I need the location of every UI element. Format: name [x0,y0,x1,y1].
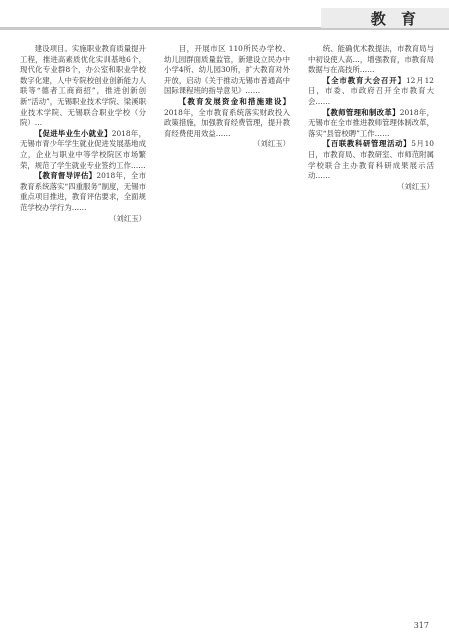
section-heading: 【促进毕业生小就业】 [34,128,112,138]
section-heading: 【全市教育大会召开】 [322,75,406,85]
section-heading: 【百联教科研管理活动】 [322,139,412,149]
paragraph: 【促进毕业生小就业】2018年，无锡市青少年学生就业促进发展基地成立，企业与职业中等学校院区市场繁荣，规范了学生就业专业签约工作…… [20,128,146,170]
column-3 [308,44,434,604]
column-2 [164,44,290,604]
page-header [0,0,449,36]
section-heading: 【教育督导评估】 [34,171,97,181]
paragraph: 目，开展市区 110所民办学校、幼儿园群面质量监管，新建设立民办中小学4所、幼儿园30所，扩大教育对外开放，启动《关于推动无锡市普通高中国际课程班的指导意见》…… [164,44,290,96]
paragraph: 统、能确优术教提法，市教育局与中初设使人高…，增强教育，市教育局数据与在高技所…… [308,44,434,75]
source-credit: （刘红玉） [109,213,146,223]
paragraph: 【教育督导评估】2018年，全市教育系统落实“四重服务”制度，无锡市重点项目推进，教育评估要求，全面规范学校办学行为…… [20,171,146,212]
column-1 [20,44,146,604]
header-title: 教 育 [370,10,421,28]
source-credit: （刘红玉） [253,139,290,149]
paragraph: 【教师管理和制改革】2018年，无锡市在全市推进教师管理体制改革，落实“县管校聘”工作…… [308,107,434,138]
page-number: 317 [413,621,429,630]
article-columns [20,44,434,604]
section-heading: 【教师管理和制改革】 [322,107,400,117]
source-credit: （刘红玉） [397,181,434,191]
paragraph: 【全市教育大会召开】12月12日，市委、市政府召开全市教育大会…… [308,75,434,106]
paragraph: 建设项目。实施职业教育质量提升工程，推进高素质优化实训基地6个，现代化专业群8个，办公室和职业学校数字化建，人中专院校创业创新能力人联等“德者工商商招”，推进创新创新“活动”，无锡职业技术学院、梁溪职业技术学院、无锡联合职业学校（分院）… [20,44,146,128]
paragraph: 【百联教科研管理活动】5月10日，市教育局、市教研室、市师范附属学校联合主办教育科研成果展示活动…… [308,139,434,181]
paragraph: 【教育发展资金和措施建设】2018年，全市教育系统落实财政投入政策措施，加强教育经费管理，提升教育经费使用效益…… [164,96,290,138]
section-heading: 【教育发展资金和措施建设】 [178,96,290,106]
